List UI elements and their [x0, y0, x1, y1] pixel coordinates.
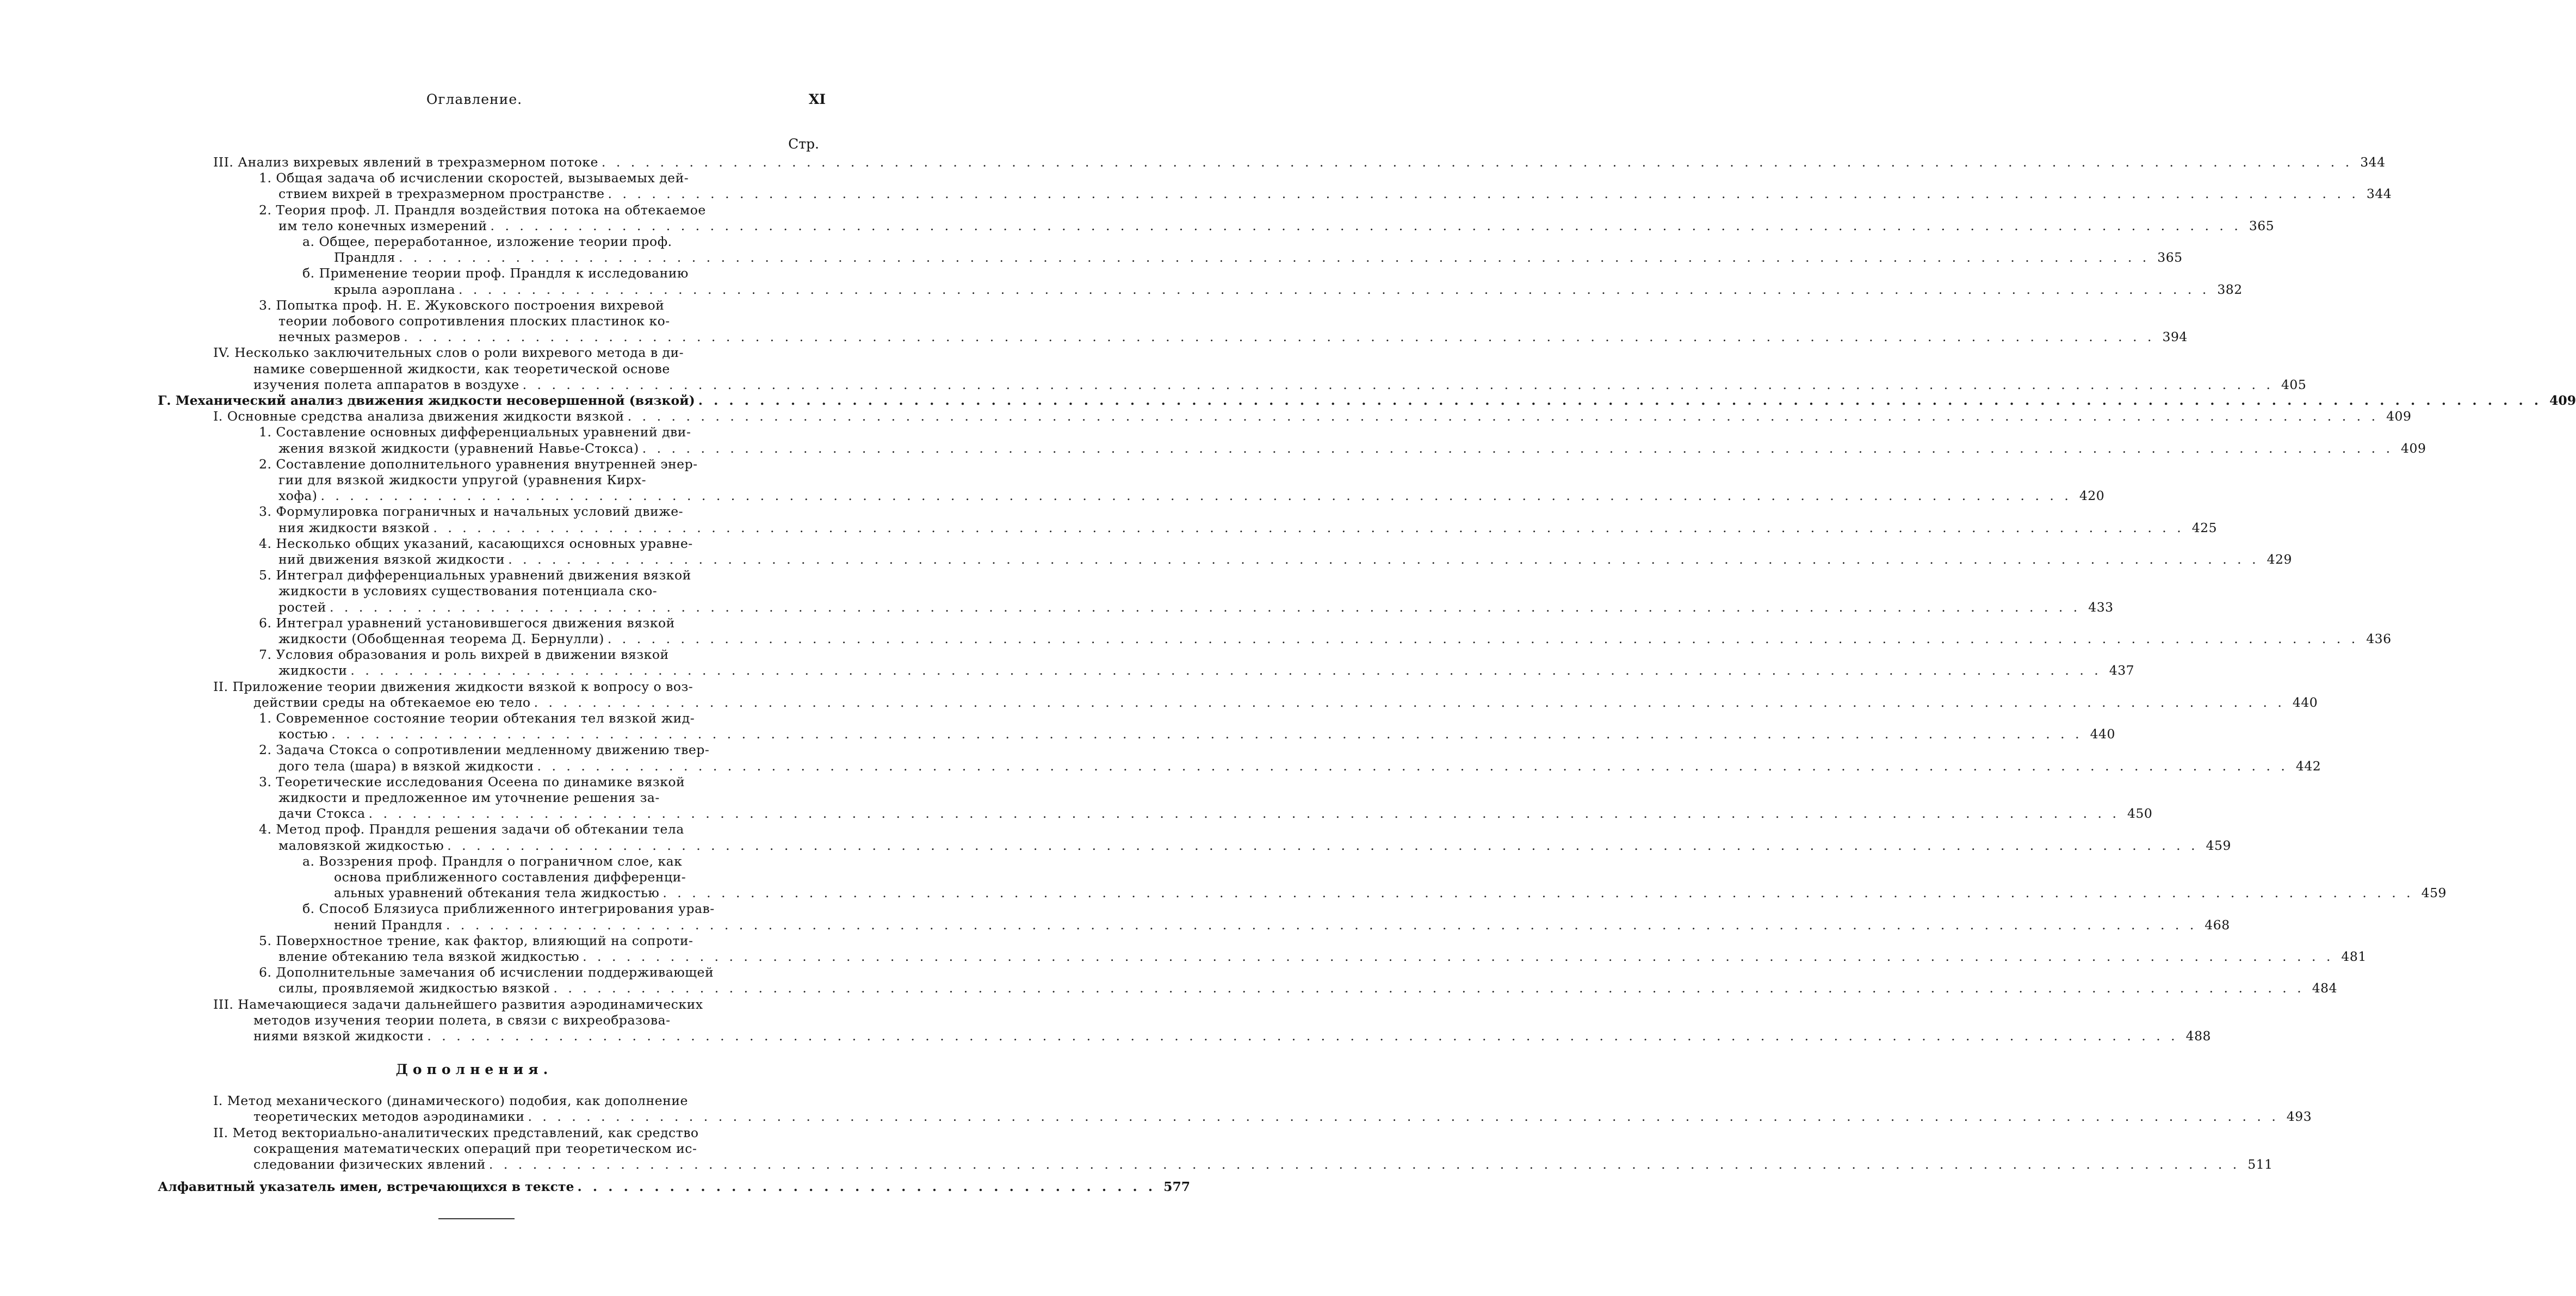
toc-entry	[259, 456, 790, 472]
toc-entry	[278, 790, 790, 806]
toc-entry	[334, 885, 2447, 901]
toc-entry-text: 6. Интеграл уравнений установившегося движения вязкой	[259, 615, 675, 631]
toc-entry-text: а. Общее, переработанное, изложение теории проф.	[302, 234, 672, 249]
toc-entry	[278, 329, 2188, 345]
toc-entry	[253, 694, 2318, 711]
toc-entry-page: 425	[2191, 520, 2218, 535]
toc-entry	[213, 997, 790, 1013]
running-head	[0, 89, 949, 110]
toc-entry	[259, 170, 790, 186]
toc-entry-text: 2. Составление дополнительного уравнения внутренней энер-	[259, 456, 698, 472]
toc-entry-text: ния жидкости вязкой	[278, 520, 430, 535]
toc-entry-text: альных уравнений обтекания тела жидкостью	[334, 885, 660, 901]
toc-entry	[259, 742, 790, 758]
closing-rule	[438, 1218, 515, 1219]
toc-entry-text: 3. Попытка проф. Н. Е. Жуковского построения вихревой	[259, 297, 665, 313]
toc-entry	[259, 647, 790, 663]
toc-entry	[253, 1141, 790, 1157]
toc-entry	[278, 631, 2392, 647]
toc-entry	[253, 1156, 2273, 1172]
toc-entry-page: 493	[2286, 1109, 2312, 1125]
toc-entry-page: 429	[2267, 552, 2292, 567]
toc-entry-text: теории лобового сопротивления плоских пластинок ко-	[278, 313, 670, 329]
toc-entry-page: 409	[2386, 409, 2412, 424]
toc-entry	[259, 965, 790, 980]
index-entry-page: 577	[1163, 1179, 1191, 1195]
toc-entry-page: 420	[2079, 488, 2105, 504]
toc-entry-page: 365	[2157, 250, 2183, 266]
toc-entry	[278, 313, 790, 329]
toc-entry	[253, 361, 790, 377]
toc-entry-page: 442	[2295, 758, 2321, 774]
toc-entry-page: 409	[2549, 393, 2576, 408]
toc-entry-page: 437	[2109, 663, 2135, 678]
leader-dots: . . . . . . . . . . . . . . . . . . . . . . . . . . . . . . . . . . . . . . . . . . . . . . . . . . . . . . . . . . . . . . . . . . . . . . . . . . . . . . . . . . . . . . . . . . . . . . . . . . . . . . . . . . . . . . . . . . . . . . . .	[458, 281, 2210, 297]
leader-dots: . . . . . . . . . . . . . . . . . . . . . . . . . . . . . . . . . . . . . . . . . . . . . . . . . . . . . . . . . . . . . . . . . . . . . . . . . . . . . . . . . . . . . . . . . . . . . . . . . . . . . . . . . . . . . . . . . . . . . . . .	[447, 837, 2199, 853]
toc-entry-text: маловязкой жидкостью	[278, 837, 444, 853]
leader-dots: . . . . . . . . . . . . . . . . . . . . . . . . . . . . . . . . . . . . . . . . . . . . . . . . . . . . . . . . . . . . . . . . . . . . . . . . . . . . . . . . . . . . . . . . . . . . . . . . . . . . . . . . . . . . . . . . . . . . . . . .	[320, 488, 2072, 504]
toc-entry-page: 382	[2217, 281, 2243, 297]
toc-entry	[259, 615, 790, 631]
toc-entry	[213, 409, 2412, 424]
leader-dots: . . . . . . . . . . . . . . . . . . . . . . . . . . . . . . . . . . . . . . . . . . . . . . . . . . . . . . . . . . . . . . . . . . . . . . . . . . . . . . . . . . . . . . . . . . . . . . . . . . . . . . . . . . . . . . . . . . . . . . . .	[698, 393, 2542, 408]
leader-dots: . . . . . . . . . . . . . . . . . . . . . . . . . . . . . . . . . . . . . . . . . . . . . . . . . . . . . . . . . . . . . . . . . . . . . . . . . . . . . . . . . . . . . . . . . . . . . . . . . . . . . . . . . . . . . . . . . . . . . . . .	[583, 949, 2334, 964]
leader-dots: . . . . . . . . . . . . . . . . . . . . . . . . . . . . . . . . . . . . . . . . . . . . . . . . . . . . . . . . . . . . . . . . . . . . . . . . . . . . . . . . . . . . . . . . . . . . . . . . . . . . . . . . . . . . . . . . . . . . . . . .	[329, 599, 2081, 615]
toc-entry	[278, 980, 2338, 996]
toc-entry-text: б. Применение теории проф. Прандля к исследованию	[302, 266, 689, 281]
toc-entry-page: 468	[2205, 917, 2230, 933]
toc-entry-text: нений Прандля	[334, 917, 443, 933]
leader-dots: . . . . . . . . . . . . . . . . . . . . . . . . . . . . . . . . . . . . . . . . . . . . . . . . . . . . . . . . . . . . . . . . . . . . . . . . . . . . . . . . . . . . . . . . . . . . . . . . . . . . . . . . . . . . . . . . . . . . . . . .	[601, 155, 2353, 170]
leader-dots: . . . . . . . . . . . . . . . . . . . . . . . . . . . . . . . . . . . . . .	[577, 1179, 1156, 1195]
toc-entry-text: 1. Общая задача об исчислении скоростей, вызываемых дей-	[259, 170, 689, 186]
leader-dots: . . . . . . . . . . . . . . . . . . . . . . . . . . . . . . . . . . . . . . . . . . . . . . . . . . . . . . . . . . . . . . . . . . . . . . . . . . . . . . . . . . . . . . . . . . . . . . . . . . . . . . . . . . . . . . . . . . . . . . . .	[522, 377, 2274, 392]
toc-entry	[253, 1109, 2312, 1125]
toc-entry	[278, 837, 2231, 854]
toc-entry-text: 5. Поверхностное трение, как фактор, влияющий на сопроти-	[259, 933, 693, 948]
toc-entry-page: 436	[2366, 631, 2392, 646]
toc-entry-text: жидкости и предложенное им уточнение решения за-	[278, 790, 660, 805]
toc-entry-text: Прандля	[334, 250, 395, 266]
toc-entry	[259, 536, 790, 552]
index-entry-text: Алфавитный указатель имен, встречающихся в тексте	[158, 1179, 574, 1195]
leader-dots: . . . . . . . . . . . . . . . . . . . . . . . . . . . . . . . . . . . . . . . . . . . . . . . . . . . . . . . . . . . . . . . . . . . . . . . . . . . . . . . . . . . . . . . . . . . . . . . . . . . . . . . . . . . . . . . . . . . . . . . .	[490, 218, 2241, 233]
toc-entry-text: ствием вихрей в трехразмерном пространстве	[278, 186, 605, 202]
toc-entry	[302, 901, 790, 917]
toc-entry	[259, 567, 790, 583]
toc-entry-page: 459	[2206, 837, 2231, 853]
toc-entry	[213, 679, 790, 695]
toc-entry	[278, 488, 2105, 504]
toc-entry	[302, 854, 790, 869]
toc-entry-page: 344	[2360, 155, 2386, 170]
leader-dots: . . . . . . . . . . . . . . . . . . . . . . . . . . . . . . . . . . . . . . . . . . . . . . . . . . . . . . . . . . . . . . . . . . . . . . . . . . . . . . . . . . . . . . . . . . . . . . . . . . . . . . . . . . . . . . . . . . . . . . . .	[627, 409, 2379, 424]
toc-entry	[259, 202, 790, 218]
leader-dots: . . . . . . . . . . . . . . . . . . . . . . . . . . . . . . . . . . . . . . . . . . . . . . . . . . . . . . . . . . . . . . . . . . . . . . . . . . . . . . . . . . . . . . . . . . . . . . . . . . . . . . . . . . . . . . . . . . . . . . . .	[642, 440, 2394, 456]
toc-entry	[259, 424, 790, 440]
toc-entry	[278, 949, 2367, 965]
toc-entry-text: дачи Стокса	[278, 806, 366, 822]
toc-entry-text: вление обтеканию тела вязкой жидкостью	[278, 949, 580, 964]
toc-entry-text: изучения полета аппаратов в воздухе	[253, 377, 519, 392]
toc-entry	[302, 266, 790, 281]
toc-entry-text: костью	[278, 726, 329, 742]
toc-entry	[259, 774, 790, 790]
toc-entry-text: жения вязкой жидкости (уравнений Навье-Стокса)	[278, 440, 639, 456]
toc-entry	[278, 520, 2218, 536]
toc-entry	[334, 917, 2230, 933]
supplements-heading: Дополнения.	[395, 1062, 553, 1078]
toc-entry-text: ростей	[278, 599, 326, 615]
leader-dots: . . . . . . . . . . . . . . . . . . . . . . . . . . . . . . . . . . . . . . . . . . . . . . . . . . . . . . . . . . . . . . . . . . . . . . . . . . . . . . . . . . . . . . . . . . . . . . . . . . . . . . . . . . . . . . . . . . . . . . . .	[608, 186, 2359, 202]
toc-entry-text: жидкости	[278, 663, 348, 678]
toc-entry-text: жидкости (Обобщенная теорема Д. Бернулли)	[278, 631, 604, 646]
toc-entry	[334, 250, 2183, 266]
toc-entry	[334, 281, 2243, 298]
leader-dots: . . . . . . . . . . . . . . . . . . . . . . . . . . . . . . . . . . . . . . . . . . . . . . . . . . . . . . . . . . . . . . . . . . . . . . . . . . . . . . . . . . . . . . . . . . . . . . . . . . . . . . . . . . . . . . . . . . . . . . . .	[433, 520, 2184, 535]
toc-entry-page: 440	[2292, 694, 2318, 710]
toc-entry	[259, 711, 790, 726]
toc-entry-text: жидкости в условиях существования потенциала ско-	[278, 583, 658, 599]
toc-entry	[278, 758, 2321, 774]
leader-dots: . . . . . . . . . . . . . . . . . . . . . . . . . . . . . . . . . . . . . . . . . . . . . . . . . . . . . . . . . . . . . . . . . . . . . . . . . . . . . . . . . . . . . . . . . . . . . . . . . . . . . . . . . . . . . . . . . . . . . . . .	[404, 329, 2155, 345]
leader-dots: . . . . . . . . . . . . . . . . . . . . . . . . . . . . . . . . . . . . . . . . . . . . . . . . . . . . . . . . . . . . . . . . . . . . . . . . . . . . . . . . . . . . . . . . . . . . . . . . . . . . . . . . . . . . . . . . . . . . . . . .	[445, 917, 2197, 933]
toc-entry	[278, 440, 2426, 456]
toc-entry	[158, 393, 2576, 409]
leader-dots: . . . . . . . . . . . . . . . . . . . . . . . . . . . . . . . . . . . . . . . . . . . . . . . . . . . . . . . . . . . . . . . . . . . . . . . . . . . . . . . . . . . . . . . . . . . . . . . . . . . . . . . . . . . . . . . . . . . . . . . .	[350, 663, 2102, 678]
toc-entry-text: теоретических методов аэродинамики	[253, 1109, 525, 1125]
toc-entry-text: III. Намечающиеся задачи дальнейшего развития аэродинамических	[213, 996, 703, 1012]
toc-entry-text: I. Основные средства анализа движения жидкости вязкой	[213, 409, 624, 424]
toc-entry	[213, 155, 2386, 170]
leader-dots: . . . . . . . . . . . . . . . . . . . . . . . . . . . . . . . . . . . . . . . . . . . . . . . . . . . . . . . . . . . . . . . . . . . . . . . . . . . . . . . . . . . . . . . . . . . . . . . . . . . . . . . . . . . . . . . . . . . . . . . .	[553, 980, 2305, 996]
leader-dots: . . . . . . . . . . . . . . . . . . . . . . . . . . . . . . . . . . . . . . . . . . . . . . . . . . . . . . . . . . . . . . . . . . . . . . . . . . . . . . . . . . . . . . . . . . . . . . . . . . . . . . . . . . . . . . . . . . . . . . . .	[537, 758, 2288, 774]
leader-dots: . . . . . . . . . . . . . . . . . . . . . . . . . . . . . . . . . . . . . . . . . . . . . . . . . . . . . . . . . . . . . . . . . . . . . . . . . . . . . . . . . . . . . . . . . . . . . . . . . . . . . . . . . . . . . . . . . . . . . . . .	[331, 726, 2083, 742]
toc-entry	[302, 234, 790, 250]
toc-entry-text: действии среды на обтекаемое ею тело	[253, 694, 531, 710]
leader-dots: . . . . . . . . . . . . . . . . . . . . . . . . . . . . . . . . . . . . . . . . . . . . . . . . . . . . . . . . . . . . . . . . . . . . . . . . . . . . . . . . . . . . . . . . . . . . . . . . . . . . . . . . . . . . . . . . . . . . . . . .	[427, 1028, 2178, 1044]
leader-dots: . . . . . . . . . . . . . . . . . . . . . . . . . . . . . . . . . . . . . . . . . . . . . . . . . . . . . . . . . . . . . . . . . . . . . . . . . . . . . . . . . . . . . . . . . . . . . . . . . . . . . . . . . . . . . . . . . . . . . . . .	[528, 1109, 2279, 1125]
toc-entry-text: методов изучения теории полета, в связи с вихреобразова-	[253, 1012, 671, 1028]
toc-entry	[259, 298, 790, 313]
toc-entry	[278, 218, 2275, 234]
toc-entry-page: 450	[2127, 806, 2153, 822]
toc-entry	[278, 186, 2392, 202]
toc-entry-text: 1. Современное состояние теории обтекания тел вязкой жид-	[259, 711, 695, 726]
toc-entry	[213, 1093, 790, 1109]
toc-entry-page: 484	[2312, 980, 2338, 996]
toc-entry	[278, 472, 790, 488]
toc-entry-text: II. Метод векториально-аналитических представлений, как средство	[213, 1125, 699, 1140]
toc-entry	[213, 1125, 790, 1141]
leader-dots: . . . . . . . . . . . . . . . . . . . . . . . . . . . . . . . . . . . . . . . . . . . . . . . . . . . . . . . . . . . . . . . . . . . . . . . . . . . . . . . . . . . . . . . . . . . . . . . . . . . . . . . . . . . . . . . . . . . . . . . .	[534, 694, 2285, 710]
page-number: XI	[808, 91, 826, 107]
toc-entry	[213, 345, 790, 361]
toc-entry-text: 1. Составление основных дифференциальных уравнений дви-	[259, 424, 691, 440]
toc-entry	[259, 933, 790, 949]
toc-entry	[259, 822, 790, 837]
toc-entry-text: крыла аэроплана	[334, 281, 455, 297]
toc-entry-page: 405	[2281, 377, 2307, 392]
index-entry	[158, 1179, 1191, 1195]
toc-entry-page: 365	[2249, 218, 2275, 233]
leader-dots: . . . . . . . . . . . . . . . . . . . . . . . . . . . . . . . . . . . . . . . . . . . . . . . . . . . . . . . . . . . . . . . . . . . . . . . . . . . . . . . . . . . . . . . . . . . . . . . . . . . . . . . . . . . . . . . . . . . . . . . .	[508, 552, 2259, 567]
toc-entry	[334, 869, 790, 885]
toc-entry-text: 5. Интеграл дифференциальных уравнений движения вязкой	[259, 567, 691, 583]
toc-entry	[278, 726, 2115, 742]
toc-entry-text: хофа)	[278, 488, 318, 504]
toc-entry	[278, 806, 2153, 822]
toc-entry-text: ниями вязкой жидкости	[253, 1028, 424, 1044]
toc-entry-text: сокращения математических операций при теоретическом ис-	[253, 1140, 697, 1156]
page-column-label: Стр.	[788, 136, 819, 152]
toc-entry	[278, 583, 790, 599]
toc-entry-text: 4. Метод проф. Прандля решения задачи об обтекании тела	[259, 822, 684, 837]
toc-entry-page: 481	[2341, 949, 2367, 964]
toc-entry	[253, 377, 2307, 393]
toc-entry-text: 2. Задача Стокса о сопротивлении медленному движению твер-	[259, 742, 710, 758]
toc-entry-text: нечных размеров	[278, 329, 401, 345]
toc-entry	[253, 1028, 2212, 1044]
toc-entry-text: 3. Формулировка пограничных и начальных условий движе-	[259, 504, 684, 520]
toc-entry-text: 3. Теоретические исследования Осеена по динамике вязкой	[259, 774, 685, 789]
toc-entry	[278, 552, 2292, 567]
toc-entry-page: 440	[2090, 726, 2115, 742]
toc-entry	[278, 599, 2114, 615]
leader-dots: . . . . . . . . . . . . . . . . . . . . . . . . . . . . . . . . . . . . . . . . . . . . . . . . . . . . . . . . . . . . . . . . . . . . . . . . . . . . . . . . . . . . . . . . . . . . . . . . . . . . . . . . . . . . . . . . . . . . . . . .	[398, 250, 2150, 266]
toc-entry-text: им тело конечных измерений	[278, 218, 487, 233]
toc-entry-text: 6. Дополнительные замечания об исчислении поддерживающей	[259, 965, 714, 980]
toc-entry-text: 7. Условия образования и роль вихрей в движении вязкой	[259, 647, 669, 663]
toc-entry-text: гии для вязкой жидкости упругой (уравнения Кирх-	[278, 472, 647, 487]
toc-entry-text: силы, проявляемой жидкостью вязкой	[278, 980, 550, 996]
toc-entry-page: 344	[2366, 186, 2392, 202]
toc-entry-text: 4. Несколько общих указаний, касающихся основных уравне-	[259, 535, 693, 551]
leader-dots: . . . . . . . . . . . . . . . . . . . . . . . . . . . . . . . . . . . . . . . . . . . . . . . . . . . . . . . . . . . . . . . . . . . . . . . . . . . . . . . . . . . . . . . . . . . . . . . . . . . . . . . . . . . . . . . . . . . . . . . .	[368, 806, 2120, 822]
toc-entry-text: Г. Механический анализ движения жидкости несовершенной (вязкой)	[158, 393, 695, 408]
toc-entry-text: III. Анализ вихревых явлений в трехразмерном потоке	[213, 155, 598, 170]
toc-entry-text: дого тела (шара) в вязкой жидкости	[278, 758, 534, 774]
toc-entry-page: 459	[2421, 885, 2447, 901]
toc-entry-page: 394	[2162, 329, 2188, 345]
leader-dots: . . . . . . . . . . . . . . . . . . . . . . . . . . . . . . . . . . . . . . . . . . . . . . . . . . . . . . . . . . . . . . . . . . . . . . . . . . . . . . . . . . . . . . . . . . . . . . . . . . . . . . . . . . . . . . . . . . . . . . . .	[488, 1156, 2240, 1172]
leader-dots: . . . . . . . . . . . . . . . . . . . . . . . . . . . . . . . . . . . . . . . . . . . . . . . . . . . . . . . . . . . . . . . . . . . . . . . . . . . . . . . . . . . . . . . . . . . . . . . . . . . . . . . . . . . . . . . . . . . . . . . .	[607, 631, 2359, 646]
toc-entry-text: IV. Несколько заключительных слов о роли вихревого метода в ди-	[213, 345, 684, 361]
toc-entry-page: 488	[2185, 1028, 2212, 1044]
toc-entry-text: намике совершенной жидкости, как теоретической основе	[253, 361, 670, 377]
toc-entry-text: 2. Теория проф. Л. Прандля воздействия потока на обтекаемое	[259, 202, 706, 218]
toc-entry-text: а. Воззрения проф. Прандля о пограничном слое, как	[302, 853, 683, 869]
toc-entry-page: 409	[2401, 440, 2426, 456]
toc-entry-text: I. Метод механического (динамического) подобия, как дополнение	[213, 1093, 688, 1109]
toc-entry-text: следовании физических явлений	[253, 1156, 486, 1172]
toc-entry-text: основа приближенного составления дифференци-	[334, 869, 686, 885]
leader-dots: . . . . . . . . . . . . . . . . . . . . . . . . . . . . . . . . . . . . . . . . . . . . . . . . . . . . . . . . . . . . . . . . . . . . . . . . . . . . . . . . . . . . . . . . . . . . . . . . . . . . . . . . . . . . . . . . . . . . . . . .	[662, 885, 2414, 901]
running-title: Оглавление.	[426, 91, 523, 107]
toc-entry-page: 433	[2088, 599, 2114, 615]
toc-entry-text: ний движения вязкой жидкости	[278, 552, 505, 567]
toc-entry-page: 511	[2247, 1156, 2273, 1172]
toc-entry	[253, 1013, 790, 1028]
toc-entry-text: II. Приложение теории движения жидкости вязкой к вопросу о воз-	[213, 678, 693, 694]
toc-entry	[259, 504, 790, 520]
toc-entry	[278, 663, 2135, 678]
toc-entry-text: б. Способ Блязиуса приближенного интегрирования урав-	[302, 901, 715, 917]
